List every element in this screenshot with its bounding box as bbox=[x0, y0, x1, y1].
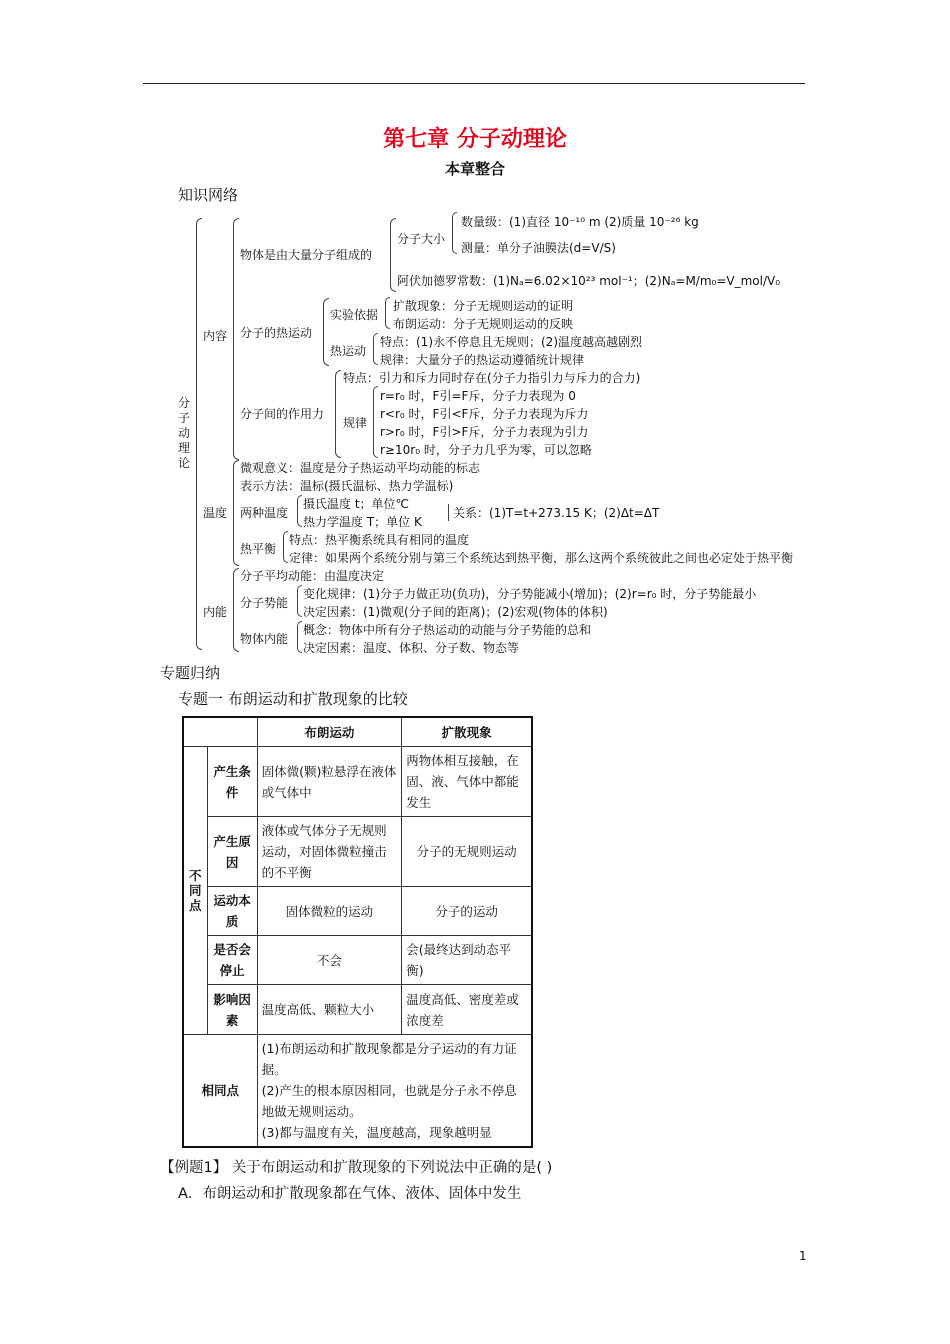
row-label: 运动本质 bbox=[207, 887, 257, 936]
section-internal-energy: 内能 bbox=[203, 605, 228, 619]
evidence-brace bbox=[385, 297, 390, 329]
table-row bbox=[183, 936, 532, 985]
comparison-table bbox=[182, 716, 533, 1148]
potential-brace bbox=[297, 585, 302, 617]
same-point: (2)产生的根本原因相同，也就是分子永不停息地做无规则运动。 bbox=[261, 1083, 517, 1119]
size-brace bbox=[452, 212, 457, 254]
avogadro: 阿伏加德罗常数：(1)Nₐ=6.02×10²³ mol⁻¹；(2)Nₐ=M/m₀=V_mol/V₀ bbox=[397, 274, 781, 288]
equilibrium-label: 热平衡 bbox=[240, 542, 277, 556]
section-temperature: 温度 bbox=[203, 506, 228, 520]
knowledge-network-heading: 知识网络 bbox=[178, 186, 239, 204]
root-brace bbox=[196, 218, 202, 650]
evidence-label: 实验依据 bbox=[330, 308, 379, 322]
motion-features: 特点：(1)永不停息且无规则；(2)温度越高越剧烈 bbox=[380, 335, 642, 349]
forces-brace bbox=[335, 370, 341, 458]
diff-group-label: 不同点 bbox=[183, 747, 207, 1035]
table-header-row bbox=[183, 717, 532, 747]
table-row bbox=[183, 985, 532, 1035]
temp-micro: 微观意义：温度是分子热运动平均动能的标志 bbox=[240, 461, 481, 475]
root-label: 分子动理论 bbox=[178, 396, 191, 470]
internal-brace bbox=[233, 568, 239, 652]
brownian-evidence: 布朗运动：分子无规则运动的反映 bbox=[393, 317, 574, 331]
eq-feature: 特点：热平衡系统具有相同的温度 bbox=[289, 533, 470, 547]
col-header-diffusion: 扩散现象 bbox=[402, 717, 532, 747]
cell-diffusion: 会(最终达到动态平衡) bbox=[402, 936, 532, 985]
force-rule: r<r₀ 时，F引<F斥，分子力表现为斥力 bbox=[380, 407, 589, 421]
cell-brownian: 温度高低、颗粒大小 bbox=[257, 985, 402, 1035]
rules-brace bbox=[373, 386, 378, 458]
row-label: 产生原因 bbox=[207, 817, 257, 887]
diffusion-evidence: 扩散现象：分子无规则运动的证明 bbox=[393, 299, 574, 313]
row-label: 影响因素 bbox=[207, 985, 257, 1035]
energy-concept: 概念：物体中所有分子热运动的动能与分子势能的总和 bbox=[303, 623, 592, 637]
cell-diffusion: 分子的无规则运动 bbox=[402, 817, 532, 887]
cell-brownian: 液体或气体分子无规则运动，对固体微粒撞击的不平衡 bbox=[257, 817, 402, 887]
forces-feature: 特点：引力和斥力同时存在(分子力指引力与斥力的合力) bbox=[343, 371, 641, 385]
kelvin: 热力学温度 T；单位 K bbox=[303, 515, 422, 529]
content-brace bbox=[233, 218, 239, 460]
eq-law: 定律：如果两个系统分别与第三个系统达到热平衡，那么这两个系统彼此之间也必定处于热平衡 bbox=[289, 551, 794, 565]
same-point: (1)布朗运动和扩散现象都是分子运动的有力证据。 bbox=[261, 1041, 517, 1077]
temp-relation: 关系：(1)T=t+273.15 K；(2)Δt=ΔT bbox=[448, 504, 659, 521]
composition-brace bbox=[390, 218, 396, 292]
row-label: 产生条件 bbox=[207, 747, 257, 817]
motion-law: 规律：大量分子的热运动遵循统计规律 bbox=[380, 353, 585, 367]
cell-diffusion: 温度高低、密度差或浓度差 bbox=[402, 985, 532, 1035]
same-label: 相同点 bbox=[183, 1035, 257, 1148]
col-header-brownian: 布朗运动 bbox=[257, 717, 402, 747]
measure: 测量：单分子油膜法(d=V/S) bbox=[461, 241, 616, 255]
force-rule: r≥10r₀ 时，分子力几乎为零，可以忽略 bbox=[380, 443, 592, 457]
cell-brownian: 不会 bbox=[257, 936, 402, 985]
cell-brownian: 固体微粒的运动 bbox=[257, 887, 402, 936]
table-row bbox=[183, 747, 532, 817]
two-temps-label: 两种温度 bbox=[240, 506, 289, 520]
motion-brace bbox=[373, 333, 378, 365]
chapter-title: 第七章 分子动理论 bbox=[383, 127, 567, 152]
example-question: 【例题1】 关于布朗运动和扩散现象的下列说法中正确的是( ) bbox=[160, 1160, 553, 1176]
pot-law: 变化规律：(1)分子力做正功(负功)，分子势能减小(增加)；(2)r=r₀ 时，分子势能最小 bbox=[303, 587, 757, 601]
celsius: 摄氏温度 t；单位℃ bbox=[303, 497, 409, 511]
kinetic: 分子平均动能：由温度决定 bbox=[240, 569, 385, 583]
force-rule: r>r₀ 时，F引>F斥，分子力表现为引力 bbox=[380, 425, 589, 439]
cell-diffusion: 两物体相互接触，在固、液、气体中都能发生 bbox=[402, 747, 532, 817]
topics-heading: 专题归纳 bbox=[160, 664, 221, 682]
equilibrium-brace bbox=[283, 531, 288, 563]
magnitude: 数量级：(1)直径 10⁻¹⁰ m (2)质量 10⁻²⁶ kg bbox=[461, 215, 699, 229]
potential-label: 分子势能 bbox=[240, 596, 289, 610]
table-row bbox=[183, 1035, 532, 1148]
forces-label: 分子间的作用力 bbox=[240, 407, 325, 421]
motion-label: 热运动 bbox=[330, 344, 367, 358]
temp-method: 表示方法：温标(摄氏温标、热力学温标) bbox=[240, 479, 454, 493]
chapter-subtitle: 本章整合 bbox=[444, 160, 505, 178]
thermal-brace bbox=[323, 298, 329, 366]
size-label: 分子大小 bbox=[397, 232, 446, 246]
rules-label: 规律 bbox=[343, 416, 368, 430]
page-number: 1 bbox=[799, 1249, 807, 1263]
composition-label: 物体是由大量分子组成的 bbox=[240, 248, 373, 262]
energy-brace bbox=[297, 621, 302, 653]
section-content: 内容 bbox=[203, 329, 228, 343]
table-row bbox=[183, 887, 532, 936]
example-option-a: A．布朗运动和扩散现象都在气体、液体、固体中发生 bbox=[178, 1186, 522, 1202]
force-rule: r=r₀ 时，F引=F斥，分子力表现为 0 bbox=[380, 389, 576, 403]
cell-diffusion: 分子的运动 bbox=[402, 887, 532, 936]
cell-brownian: 固体微(颗)粒悬浮在液体或气体中 bbox=[257, 747, 402, 817]
table-row bbox=[183, 817, 532, 887]
row-label: 是否会停止 bbox=[207, 936, 257, 985]
energy-factors: 决定因素：温度、体积、分子数、物态等 bbox=[303, 641, 520, 655]
two-temps-brace bbox=[297, 495, 302, 527]
same-points bbox=[257, 1035, 532, 1148]
energy-label: 物体内能 bbox=[240, 632, 289, 646]
thermal-motion-label: 分子的热运动 bbox=[240, 326, 313, 340]
header-rule bbox=[143, 83, 805, 84]
temperature-brace bbox=[233, 460, 239, 566]
same-point: (3)都与温度有关，温度越高，现象越明显 bbox=[261, 1125, 492, 1140]
pot-factor: 决定因素：(1)微观(分子间的距离)；(2)宏观(物体的体积) bbox=[303, 605, 608, 619]
topic-one-heading: 专题一 布朗运动和扩散现象的比较 bbox=[178, 690, 408, 708]
